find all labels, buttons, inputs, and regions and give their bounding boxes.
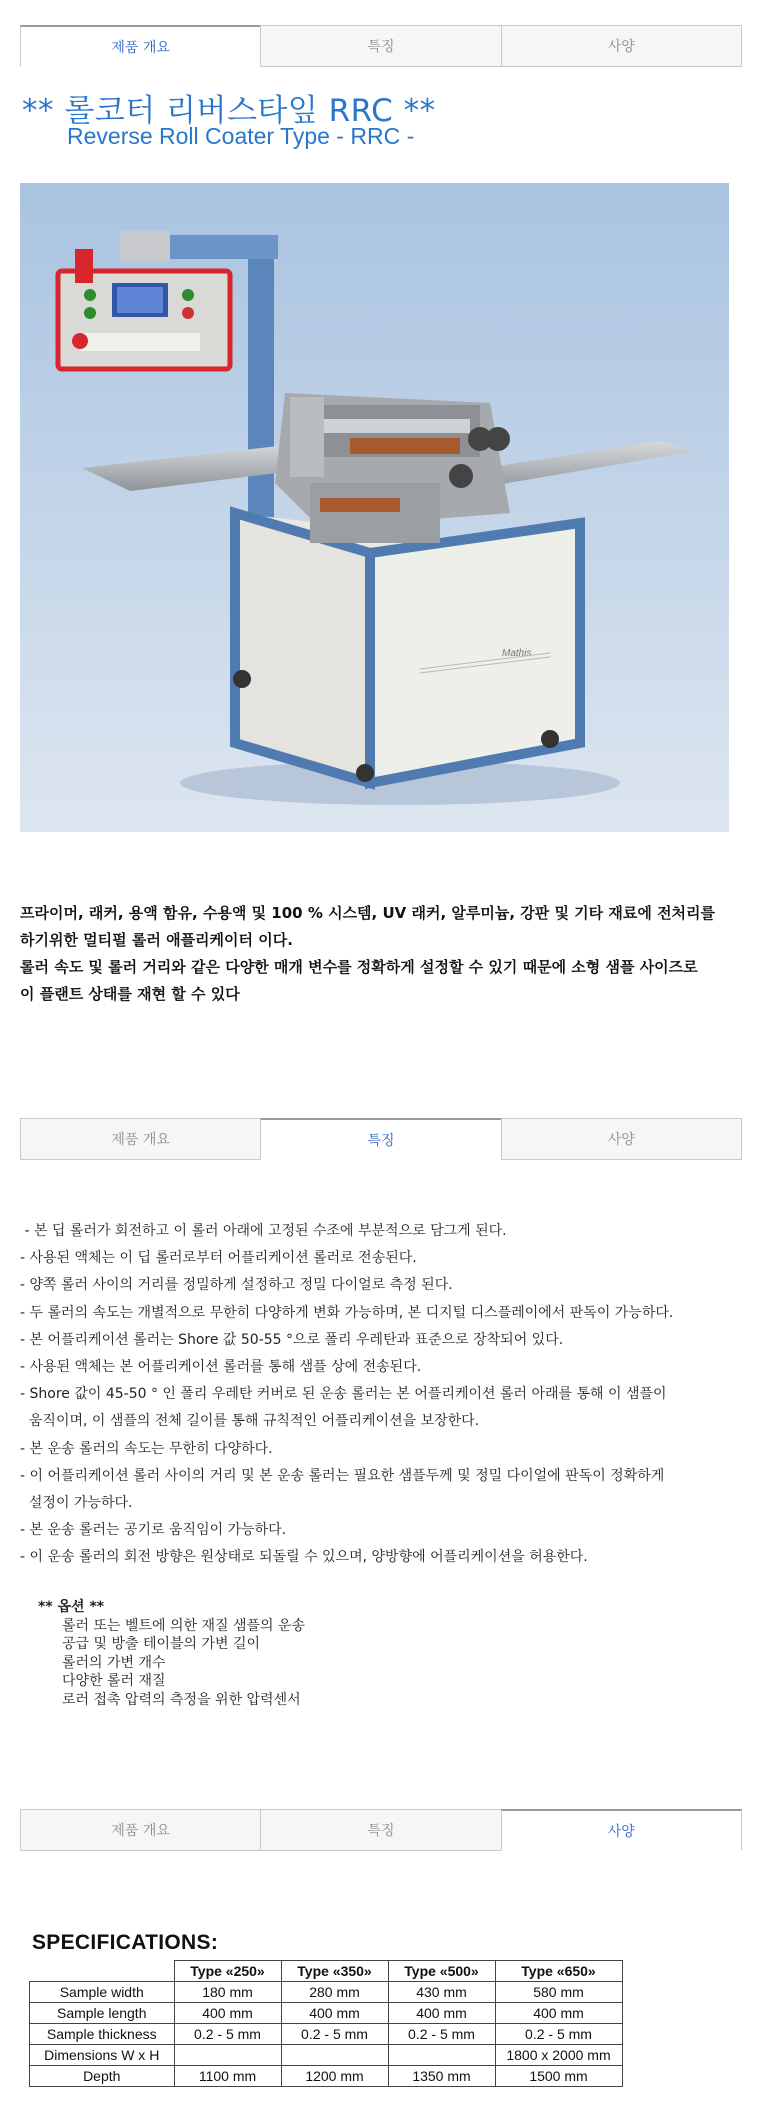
table-header-cell <box>30 1961 175 1982</box>
tab-overview[interactable]: 제품 개요 <box>20 25 261 67</box>
table-cell: 0.2 - 5 mm <box>174 2024 281 2045</box>
option-item: 롤러 또는 벨트에 의한 재질 샘플의 운송 <box>62 1617 306 1634</box>
table-cell: 1500 mm <box>495 2066 622 2087</box>
table-cell: 0.2 - 5 mm <box>495 2024 622 2045</box>
table-header-cell: Type «350» <box>281 1961 388 1982</box>
feature-line: - 사용된 액체는 본 어플리케이션 롤러를 통해 샘플 상에 전송된다. <box>20 1359 422 1376</box>
table-cell <box>388 2045 495 2066</box>
table-cell: 0.2 - 5 mm <box>281 2024 388 2045</box>
tab-features[interactable]: 특징 <box>260 1809 501 1851</box>
options-heading: ** 옵션 ** <box>38 1599 105 1615</box>
feature-line: - 양쪽 롤러 사이의 거리를 정밀하게 설정하고 정밀 다이얼로 측정 된다. <box>20 1277 453 1294</box>
table-cell: 400 mm <box>388 2003 495 2024</box>
feature-line: - Shore 값이 45-50 ° 인 폴리 우레탄 커버로 된 운송 롤러는 본 어플리케이션 롤러 아래를 통해 이 샘플이 <box>20 1386 667 1403</box>
table-row-label: Sample length <box>30 2003 175 2024</box>
tab-overview[interactable]: 제품 개요 <box>20 1809 261 1851</box>
table-cell: 400 mm <box>495 2003 622 2024</box>
table-row <box>30 2066 623 2087</box>
table-header-cell: Type «650» <box>495 1961 622 1982</box>
table-header-cell: Type «500» <box>388 1961 495 1982</box>
table-row <box>30 2024 623 2045</box>
feature-line: - 본 운송 롤러는 공기로 움직임이 가능하다. <box>20 1522 287 1539</box>
table-cell <box>281 2045 388 2066</box>
table-cell: 400 mm <box>174 2003 281 2024</box>
tab-overview[interactable]: 제품 개요 <box>20 1118 261 1160</box>
specifications-title: SPECIFICATIONS: <box>32 1931 219 1954</box>
feature-line: - 본 어플리케이션 롤러는 Shore 값 50-55 °으로 폴리 우레탄과 표준으로 장착되어 있다. <box>20 1331 564 1348</box>
table-row <box>30 2045 623 2066</box>
table-row-label: Depth <box>30 2066 175 2087</box>
specifications-table <box>29 1960 623 2087</box>
table-row-label: Dimensions W x H <box>30 2045 175 2066</box>
feature-line: - 두 롤러의 속도는 개별적으로 무한히 다양하게 변화 가능하며, 본 디지털 디스플레이에서 판독이 가능하다. <box>20 1304 674 1321</box>
tab-features[interactable]: 특징 <box>260 1118 501 1160</box>
tab-specs[interactable]: 사양 <box>501 1118 742 1160</box>
tab-specs[interactable]: 사양 <box>501 25 742 67</box>
feature-line: - 본 운송 롤러의 속도는 무한히 다양하다. <box>20 1440 273 1457</box>
page-title: ** 롤코터 리버스타잎 RRC ** <box>22 93 436 129</box>
feature-line: - 사용된 액체는 이 딥 롤러로부터 어플리케이션 롤러로 전송된다. <box>20 1250 417 1267</box>
table-cell: 1100 mm <box>174 2066 281 2087</box>
option-item: 다양한 롤러 재질 <box>62 1673 166 1689</box>
table-cell: 0.2 - 5 mm <box>388 2024 495 2045</box>
tab-specs[interactable]: 사양 <box>501 1809 742 1851</box>
table-header-row <box>30 1961 623 1982</box>
tab-bar-features <box>20 1118 742 1160</box>
intro-line: 이 플랜트 상태를 재현 할 수 있다 <box>20 985 240 1003</box>
table-row-label: Sample thickness <box>30 2024 175 2045</box>
tab-features[interactable]: 특징 <box>260 25 501 67</box>
page-subtitle: Reverse Roll Coater Type - RRC - <box>67 123 415 149</box>
feature-line: 움직이며, 이 샘플의 전체 길이를 통해 규칙적인 어플리케이션을 보장한다. <box>20 1413 480 1430</box>
tab-bar-specs <box>20 1809 742 1851</box>
table-header-cell: Type «250» <box>174 1961 281 1982</box>
option-item: 공급 및 방출 테이블의 가변 길이 <box>62 1636 261 1652</box>
table-row <box>30 1982 623 2003</box>
table-cell: 580 mm <box>495 1982 622 2003</box>
feature-line: - 본 딥 롤러가 회전하고 이 롤러 아래에 고정된 수조에 부분적으로 담그게 된다. <box>20 1223 507 1239</box>
intro-line: 하기위한 멀티펄 롤러 애플리케이터 이다. <box>20 931 293 949</box>
option-item: 롤러의 가변 개수 <box>62 1654 166 1671</box>
tab-bar-top <box>20 25 742 67</box>
table-cell: 1200 mm <box>281 2066 388 2087</box>
feature-line: - 이 어플리케이션 롤러 사이의 거리 및 본 운송 롤러는 필요한 샘플두께 및 정밀 다이얼에 판독이 정확하게 <box>20 1467 665 1484</box>
feature-line: 설정이 가능하다. <box>20 1495 133 1512</box>
option-item: 로러 접촉 압력의 측정을 위한 압력센서 <box>62 1691 301 1708</box>
table-cell <box>174 2045 281 2066</box>
table-row <box>30 2003 623 2024</box>
intro-text <box>20 900 735 1008</box>
product-photo <box>20 183 729 832</box>
table-cell: 280 mm <box>281 1982 388 2003</box>
table-cell: 1350 mm <box>388 2066 495 2087</box>
table-cell: 400 mm <box>281 2003 388 2024</box>
table-cell: 430 mm <box>388 1982 495 2003</box>
table-cell: 1800 x 2000 mm <box>495 2045 622 2066</box>
features-list <box>20 1218 740 1572</box>
feature-line: - 이 운송 롤러의 회전 방향은 원상태로 되돌릴 수 있으며, 양방향에 어플리케이션을 허용한다. <box>20 1549 588 1566</box>
intro-line: 프라이머, 래커, 용액 함유, 수용액 및 100 % 시스템, UV 래커, 알루미늄, 강판 및 기타 재료에 전처리를 <box>20 904 716 922</box>
options-list <box>38 1598 305 1709</box>
table-cell: 180 mm <box>174 1982 281 2003</box>
brand-plate: Mathis <box>502 648 532 659</box>
table-row-label: Sample width <box>30 1982 175 2003</box>
intro-line: 롤러 속도 및 롤러 거리와 같은 다양한 매개 변수를 정확하게 설정할 수 있기 때문에 소형 샘플 사이즈로 <box>20 958 698 976</box>
